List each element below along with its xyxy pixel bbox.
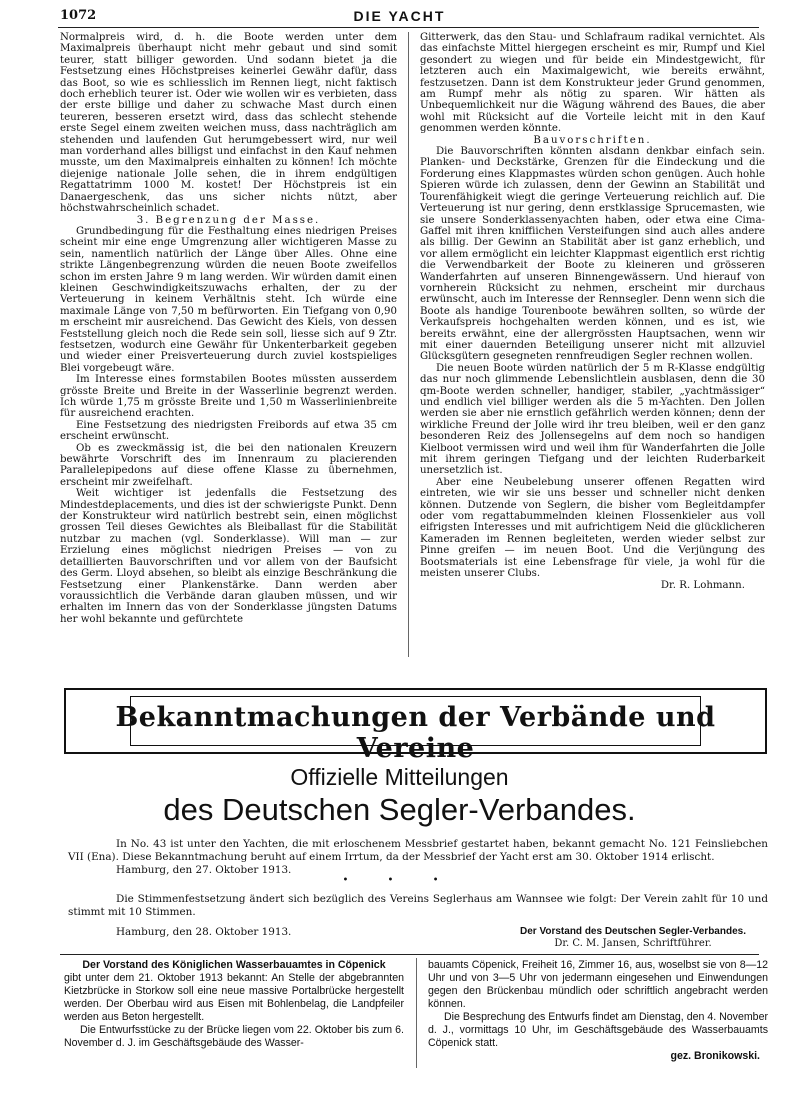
paragraph: Im Interesse eines formstabilen Bootes müssten ausserdem grösste Breite und Breite in der Wasserlinie begrenzt werden. Ich würde 1,75 m grösste Breite und 1,50 m Wasserlinienbreite für ausreichend erachten. [60, 374, 397, 420]
paragraph: gibt unter dem 21. Oktober 1913 bekannt: An Stelle der abgebrannten Kietzbrücke in Storkow soll eine neue massive Portalbrücke hergestellt werden. Der Oberbau wird aus Eisen mit Bohlenbelag, die Landpfeiler werden aus Beton hergestellt. [64, 972, 404, 1023]
notice-signer [508, 926, 758, 950]
paragraph: Normalpreis wird, d. h. die Boote werden unter dem Maximalpreis überhaupt nicht mehr gebaut und sind somit teurer, statt billiger geworden. Und sodann bietet ja die Festsetzung eines Höchstpreises keinerlei Gewähr dafür, dass das Boot, so wie es schliesslich im Rennen liegt, nicht faktisch doch erheblich teurer ist. Oder wie wollen wir es verbieten, dass der erste billige und daher zu schwache Mast durch einen teureren, besseren ersetzt wird, dass das schlecht stehende erste Segel einem zweiten weichen muss, dass nachträglich am stehenden und laufenden Gut herumgebessert wird, nur weil man vorderhand alles billigst und einfachst in den Kauf nehmen musste, um den Maximalpreis einhalten zu können! Ich möchte diejenige nationale Jolle sehen, die in ihrem endgültigen Regattatrimm 1000 M. kostet! Der Höchstpreis ist ein Danaergeschenk, das uns sicher nichts nützt, aber höchstwahrscheinlich schadet. [60, 32, 397, 215]
notice-text: In No. 43 ist unter den Yachten, die mit erloschenem Messbrief gestartet haben, bekannt gemacht No. 121 Feinsliebchen VII (Ena). Diese Bekanntmachung beruht auf einem Irrtum, da der Messbrief der Yacht erst am 30. Oktober 1914 erlischt. [68, 838, 768, 863]
column-divider [416, 958, 417, 1068]
section-banner [64, 688, 767, 764]
official-heading-line1: Offizielle Mitteilungen [290, 764, 509, 790]
official-heading-line2: des Deutschen Segler-Verbandes. [163, 792, 636, 827]
paragraph: Grundbedingung für die Festhaltung eines niedrigen Preises scheint mir eine enge Umgrenzung aller wichtigeren Masse zu sein, namentlich natürlich der Länge über Alles. Ohne eine strikte Längenbegrenzung würden die neuen Boote zweifellos schon im ersten Jahre 9 m lang werden. Wir würden damit einen kleinen Geschwindigkeitszuwachs erhalten, der zu der Verteuerung in keinem Verhältnis steht. Ich würde eine maximale Länge von 7,50 m befürworten. Ein Tiefgang von 0,90 m erscheint mir ausreichend. Das Gewicht des Kiels, von dessen Feststellung gleich noch die Rede sein soll, liesse sich auf 9 Ztr. festsetzen, wodurch eine Gewähr für Unkenterbarkeit gegeben und wieder einer Preisverteuerung durch zuviel kostspieliges Blei vorgebeugt wäre. [60, 225, 397, 374]
paragraph: Die Entwurfsstücke zu der Brücke liegen vom 22. Oktober bis zum 6. November d. J. im Geschäftsgebäude des Wasser- [64, 1024, 404, 1049]
section-heading: Bauvorschriften. [533, 134, 652, 146]
notice-text: Die Stimmenfestsetzung ändert sich bezüglich des Vereins Seglerhaus am Wannsee wie folgt: Der Verein zahlt für 10 und stimmt mit 10 Stimmen. [68, 893, 768, 918]
paragraph: Eine Festsetzung des niedrigsten Freibords auf etwa 35 cm erscheint erwünscht. [60, 419, 397, 443]
paragraph: Weit wichtiger ist jedenfalls die Festsetzung des Mindestdeplacements, und dies ist der schwierigste Punkt. Denn der Konstrukteur wird natürlich bestrebt sein, einen möglichst grossen Teil dieses Gewichtes als Bleiballast für die Stabilität nutzbar zu machen (vgl. Sonderklasse). Will man — zur Erzielung eines möglichst niedrigen Preises — von zu detaillierten Bauvorschriften und vor allem von der Baufsicht des Germ. Lloyd absehen, so bleibt als einzige Beschränkung die Festsetzung einer Plankenstärke. Dann werden aber voraussichtlich die Verbände daran glauben müssen, und wir erhalten im Innern das von der Sonderklasse jüngsten Datums her wohl bekannte und gefürchtete [60, 488, 397, 625]
paragraph: Gitterwerk, das den Stau- und Schlafraum radikal vernichtet. Als das einfachste Mittel hiergegen erscheint es mir, Rumpf und Kiel gesondert zu wiegen und für beide ein Mindestgewicht, für letzteren auch ein Maximalgewicht, wie bereits erwähnt, festzusetzen. Dann ist dem Konstrukteur jeder Grund genommen, am Rumpf mehr als nötig zu sparen. Wir hätten als Unbequemlichkeit nur die Wägung während des Baues, die aber wohl mit Rücksicht auf die Vorteile leicht mit in den Kauf genommen werden könnte. [420, 32, 765, 135]
paragraph: Aber eine Neubelebung unserer offenen Regatten wird eintreten, wie wir sie uns besser und schneller nicht denken können. Dutzende von Seglern, die bisher vom Begleitdampfer oder vom regattabummelnden kleinen Flossenkieler aus voll eifrigsten Interesses und mit aufrichtigem Neid die glücklicheren Kameraden im Rennen begleiteten, werden wieder selbst zur Pinne greifen — im neuen Boot. Und die Verjüngung des Bootsmaterials ist eine Lebensfrage für viele, ja wohl für die meisten unserer Clubs. [420, 476, 765, 580]
paragraph: Ob es zweckmässig ist, die bei den nationalen Kreuzern bewährte Vorschrift des im Innenraum zu placierenden Parallelepipedons auf diese offene Klasse zu übernehmen, erscheint mir zweifelhaft. [60, 442, 397, 488]
signer-organization: Der Vorstand des Deutschen Segler-Verbandes. [519, 926, 746, 937]
notice-2 [68, 893, 768, 919]
separator-stars: • • • [342, 875, 457, 886]
page-number: 1072 [60, 8, 97, 23]
section-rule [60, 954, 759, 955]
paragraph: bauamts Cöpenick, Freiheit 16, Zimmer 16, aus, woselbst sie von 8—12 Uhr und von 3—5 Uhr von jedermann eingesehen und Einwendungen gegen den Brückenbau mündlich oder schriftlich angebracht werden können. [428, 959, 768, 1010]
banner-title: Bekanntmachungen der Verbände und Vereine [115, 702, 716, 764]
paragraph: Die Bauvorschriften könnten alsdann denkbar einfach sein. Planken- und Deckstärke, Grenzen für die Eindeckung und die Forderung eines Klappmastes würden schon genügen. Auch hohle Spieren würde ich zulassen, denn der Gewinn an Stabilität und Tourenfähigkeit wiegt die geringe Verteuerung reichlich auf. Die Verteuerung ist nur gering, denn erstklassige Sprucemasten, wie sie unsere Sonderklassenyachten haben, oder etwa eine Cima-Gaffel mit ihren kniffiichen Versteifungen sind auch alles andere als billig. Der Gewinn an Stabilität aber ist ganz erheblich, und vor allem ermöglicht ein leichter Klappmast eigentlich erst richtig die Verwendbarkeit der Boote zu kleineren und grösseren Wanderfahrten auf unseren Binnengewässern. Und hierauf von vornherein Rücksicht zu nehmen, erscheint mir durchaus erwünscht, auch im Interesse der Rennsegler. Denn wenn sich die Boote als handige Tourenboote bewähren sollten, so würde der Verkaufspreis hochgehalten werden können, und es ist, wie bereits erwähnt, eine der allergrössten Hauptsachen, wenn wir mit einer dauernden Beteiligung unserer nicht mit allzuviel Glücksgütern gesegneten rennfreudigen Segler rechnen wollen. [420, 146, 765, 363]
column-divider [408, 32, 409, 657]
author-signature: Dr. R. Lohmann. [660, 579, 745, 591]
waterway-notice-right [428, 959, 768, 1063]
notice-place-date: Hamburg, den 27. Oktober 1913. [116, 864, 292, 876]
waterway-notice-left [64, 959, 404, 1050]
notice-signature: gez. Bronikowski. [670, 1050, 760, 1062]
section-heading: 3. Begrenzung der Masse. [136, 214, 321, 226]
article-right-column [420, 32, 765, 659]
running-head-title: DIE YACHT [353, 8, 446, 24]
signer-name: Dr. C. M. Jansen, Schriftführer. [554, 938, 712, 949]
article-left-column [60, 32, 397, 659]
paragraph: Die neuen Boote würden natürlich der 5 m R-Klasse endgültig das nur noch glimmende Lebenslichtlein ausblasen, denn die 30 qm-Boote werden schneller, handiger, stabiler, „yachtmässiger“ und endlich viel billiger werden als die 5 m-Yachten. Den Jollen werden sie aber nie ernstlich gefährlich werden können; denn der wirkliche Freund der Jolle wird ihr treu bleiben, weil er den ganz besonderen Reiz des Jollensegelns auf dem noch so handigen Kielboot vermissen wird und weil ihm für Wanderfahrten die Jolle mit ihrem geringen Tiefgang und der leichten Ruderbarkeit unersetzlich ist. [420, 362, 765, 477]
notice-place-date: Hamburg, den 28. Oktober 1913. [116, 926, 292, 938]
paragraph: Die Besprechung des Entwurfs findet am Dienstag, den 4. November d. J., vormittags 10 Uhr, im Geschäftsgebäude des Wasserbauamts Cöpenick statt. [428, 1011, 768, 1049]
header-rule [58, 27, 759, 28]
notice-heading: Der Vorstand des Königlichen Wasserbauamtes in Cöpenick [82, 959, 386, 971]
notice-1 [68, 838, 768, 877]
